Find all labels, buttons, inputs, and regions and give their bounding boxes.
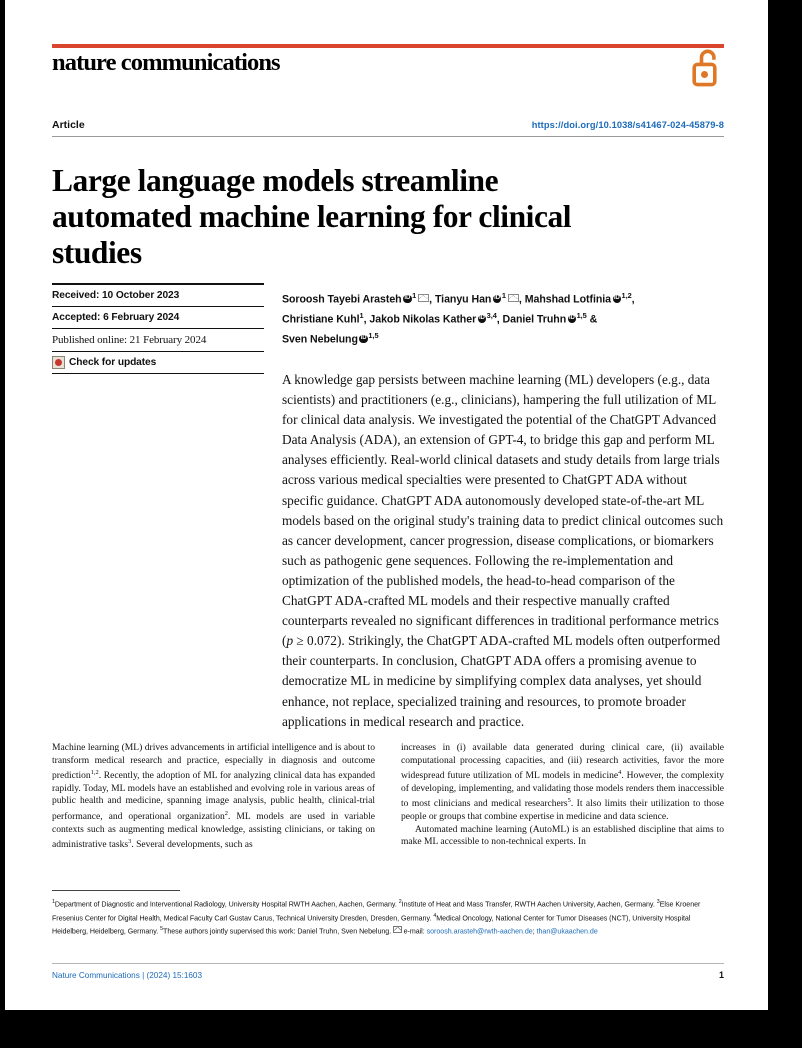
paragraph: Automated machine learning (AutoML) is an established discipline that aims to make ML accessible to non-technical experts. In [401,823,724,848]
journal-brand: nature communications [52,49,280,76]
article-page [5,0,768,1010]
affil-text: These authors jointly supervised this work: Daniel Truhn, Sven Nebelung. [163,927,394,936]
affil-marker: 4 [433,912,437,919]
header-divider [52,136,724,137]
author-sep[interactable]: , Daniel Truhn [496,313,567,326]
page-content [52,0,724,1010]
citation-ref[interactable]: 5 [567,797,571,805]
author-affil-ref: 3,4 [486,311,497,321]
affil-marker: 2 [398,899,402,905]
paragraph [401,742,724,824]
email-icon[interactable] [418,294,429,303]
affil-text: Department of Diagnostic and Interventional Radiology, University Hospital RWTH Aachen, Aachen, Germany. [54,900,399,909]
orcid-icon[interactable] [493,295,502,304]
orcid-icon[interactable] [359,335,368,344]
received-date: Received: 10 October 2023 [52,289,180,301]
meta-divider-4 [52,373,264,374]
author-sep[interactable]: , Mahshad Lotfinia [518,293,612,306]
body-columns [52,742,724,852]
author-sep[interactable]: , Tianyu Han [429,293,492,306]
email-label: e-mail: [403,927,427,936]
accepted-date: Accepted: 6 February 2024 [52,311,180,323]
body-column-right [401,742,724,852]
affiliations [52,897,724,938]
orcid-icon[interactable] [403,295,412,304]
crossmark-icon [52,356,65,369]
author-affil-ref: 1 [501,291,506,300]
abstract-part-2: ≥ 0.072). Strikingly, the ChatGPT ADA-crafted ML models often outperformed their counterparts. In conclusion, ChatGPT ADA offers a promising avenue to democratize ML in medicine by simplifying complex data analyses, yet should enhance, not replace, specialized training and resources, to promote broader applications in medical research and practice. [282,633,721,729]
body-column-left [52,742,375,852]
author-sep[interactable]: , Jakob Nikolas Kather [363,313,477,326]
page-number: 1 [718,970,724,980]
article-meta [52,283,264,374]
citation-ref[interactable]: 2 [224,809,228,817]
author-sep: & [586,313,598,326]
footnote-divider [52,890,180,891]
body-text: . Recently, the adoption of ML for analyzing clinical data has expanded rapidly. Today, ML models have an established and evolving role in various areas of public health and medicine, spanning image analysis, public health, clinical-trial performance, and operational organization [52,770,375,823]
email-icon [393,926,402,933]
author-name[interactable]: Soroosh Tayebi Arasteh [282,293,402,306]
email-link-2[interactable]: than@ukaachen.de [536,927,598,936]
author-name[interactable]: Christiane Kuhl [282,313,360,326]
body-text: . However, the complexity of developing, implementing, and validating those models renders them inaccessible to most clinicians and medical researchers [401,770,724,810]
body-text: increases in (i) available data generated during clinical care, (ii) available computational processing capacities, and (iii) research activities, favor the more widespread future utilization of ML models in medicine [401,742,724,782]
affil-marker: 5 [160,926,164,933]
citation-ref[interactable]: 1,2 [90,769,99,777]
email-separator: ; [532,927,537,936]
author-affil-ref: 1 [359,311,364,321]
body-text: . It also limits their utilization to those people or groups that combine expertise in medicine and data science. [401,798,724,823]
masthead-accent-rule [52,44,724,48]
abstract [282,370,724,732]
author-list [282,288,724,348]
body-text: . Several developments, such as [131,839,253,851]
affil-text: Institute of Heat and Mass Transfer, RWTH Aachen University, Aachen, Germany. [401,900,657,909]
body-text: Machine learning (ML) drives advancements in artificial intelligence and is about to transform medical research and practice, especially in diagnosis and outcome prediction [52,742,375,782]
doi-link[interactable]: https://doi.org/10.1038/s41467-024-45879-8 [531,120,724,130]
author-sep: , [631,293,635,306]
check-for-updates[interactable] [52,352,264,373]
check-for-updates-label: Check for updates [69,356,157,368]
affil-marker: 1 [52,899,55,905]
citation-ref[interactable]: 4 [618,769,622,777]
author-affil-ref: 1 [412,291,417,300]
author-affil-ref: 1,2 [621,291,632,300]
author-name[interactable]: Sven Nebelung [282,333,358,346]
email-link-1[interactable]: soroosh.arasteh@rwth-aachen.de [426,927,533,936]
paragraph [52,742,375,852]
footer-divider [52,963,724,964]
page-title: Large language models streamline automated machine learning for clinical studies [52,163,572,271]
article-type-label: Article [52,119,85,131]
orcid-icon[interactable] [568,315,577,324]
affil-marker: 3 [656,899,660,905]
affil-text: Else Kroener Fresenius Center for Digital Health, Medical Faculty Carl Gustav Carus, Technical University Dresden, Dresden, Germany. [52,900,701,923]
author-affil-ref: 1,5 [576,311,587,321]
email-icon[interactable] [508,294,519,303]
author-affil-ref: 1,5 [368,331,379,341]
open-access-lock-icon [690,47,724,87]
affil-text: Medical Oncology, National Center for Tumor Diseases (NCT), University Hospital Heidelberg, Heidelberg, Germany. [52,914,691,936]
abstract-part-1: A knowledge gap persists between machine learning (ML) developers (e.g., data scientists) and practitioners (e.g., clinicians), hampering the full utilization of ML for clinical data analysis. We investigated the potential of the ChatGPT Advanced Data Analysis (ADA), an extension of GPT-4, to bridge this gap and perform ML analyses efficiently. Real-world clinical datasets and study details from large trials across various medical specialties were presented to ChatGPT ADA without specific guidance. ChatGPT ADA autonomously developed state-of-the-art ML models based on the original study's training data to predict clinical outcomes such as cancer development, cancer progression, disease complications, or biomarkers such as pathogenic gene sequences. Following the re-implementation and optimization of the published models, the head-to-head comparison of the ChatGPT ADA-crafted ML models and their respective manually crafted counterparts revealed no significant differences in traditional performance metrics ( [282,372,724,649]
published-date: Published online: 21 February 2024 [52,333,207,346]
citation-ref[interactable]: 3 [128,838,132,846]
body-text: . ML models are used in variable contexts such as augmenting medical knowledge, assisting clinicians, or taking on administrative tasks [52,811,375,851]
orcid-icon[interactable] [613,295,622,304]
abstract-p-value-symbol: p [286,633,294,649]
orcid-icon[interactable] [478,315,487,324]
footer-citation: Nature Communications | (2024) 15:1603 [52,971,203,980]
